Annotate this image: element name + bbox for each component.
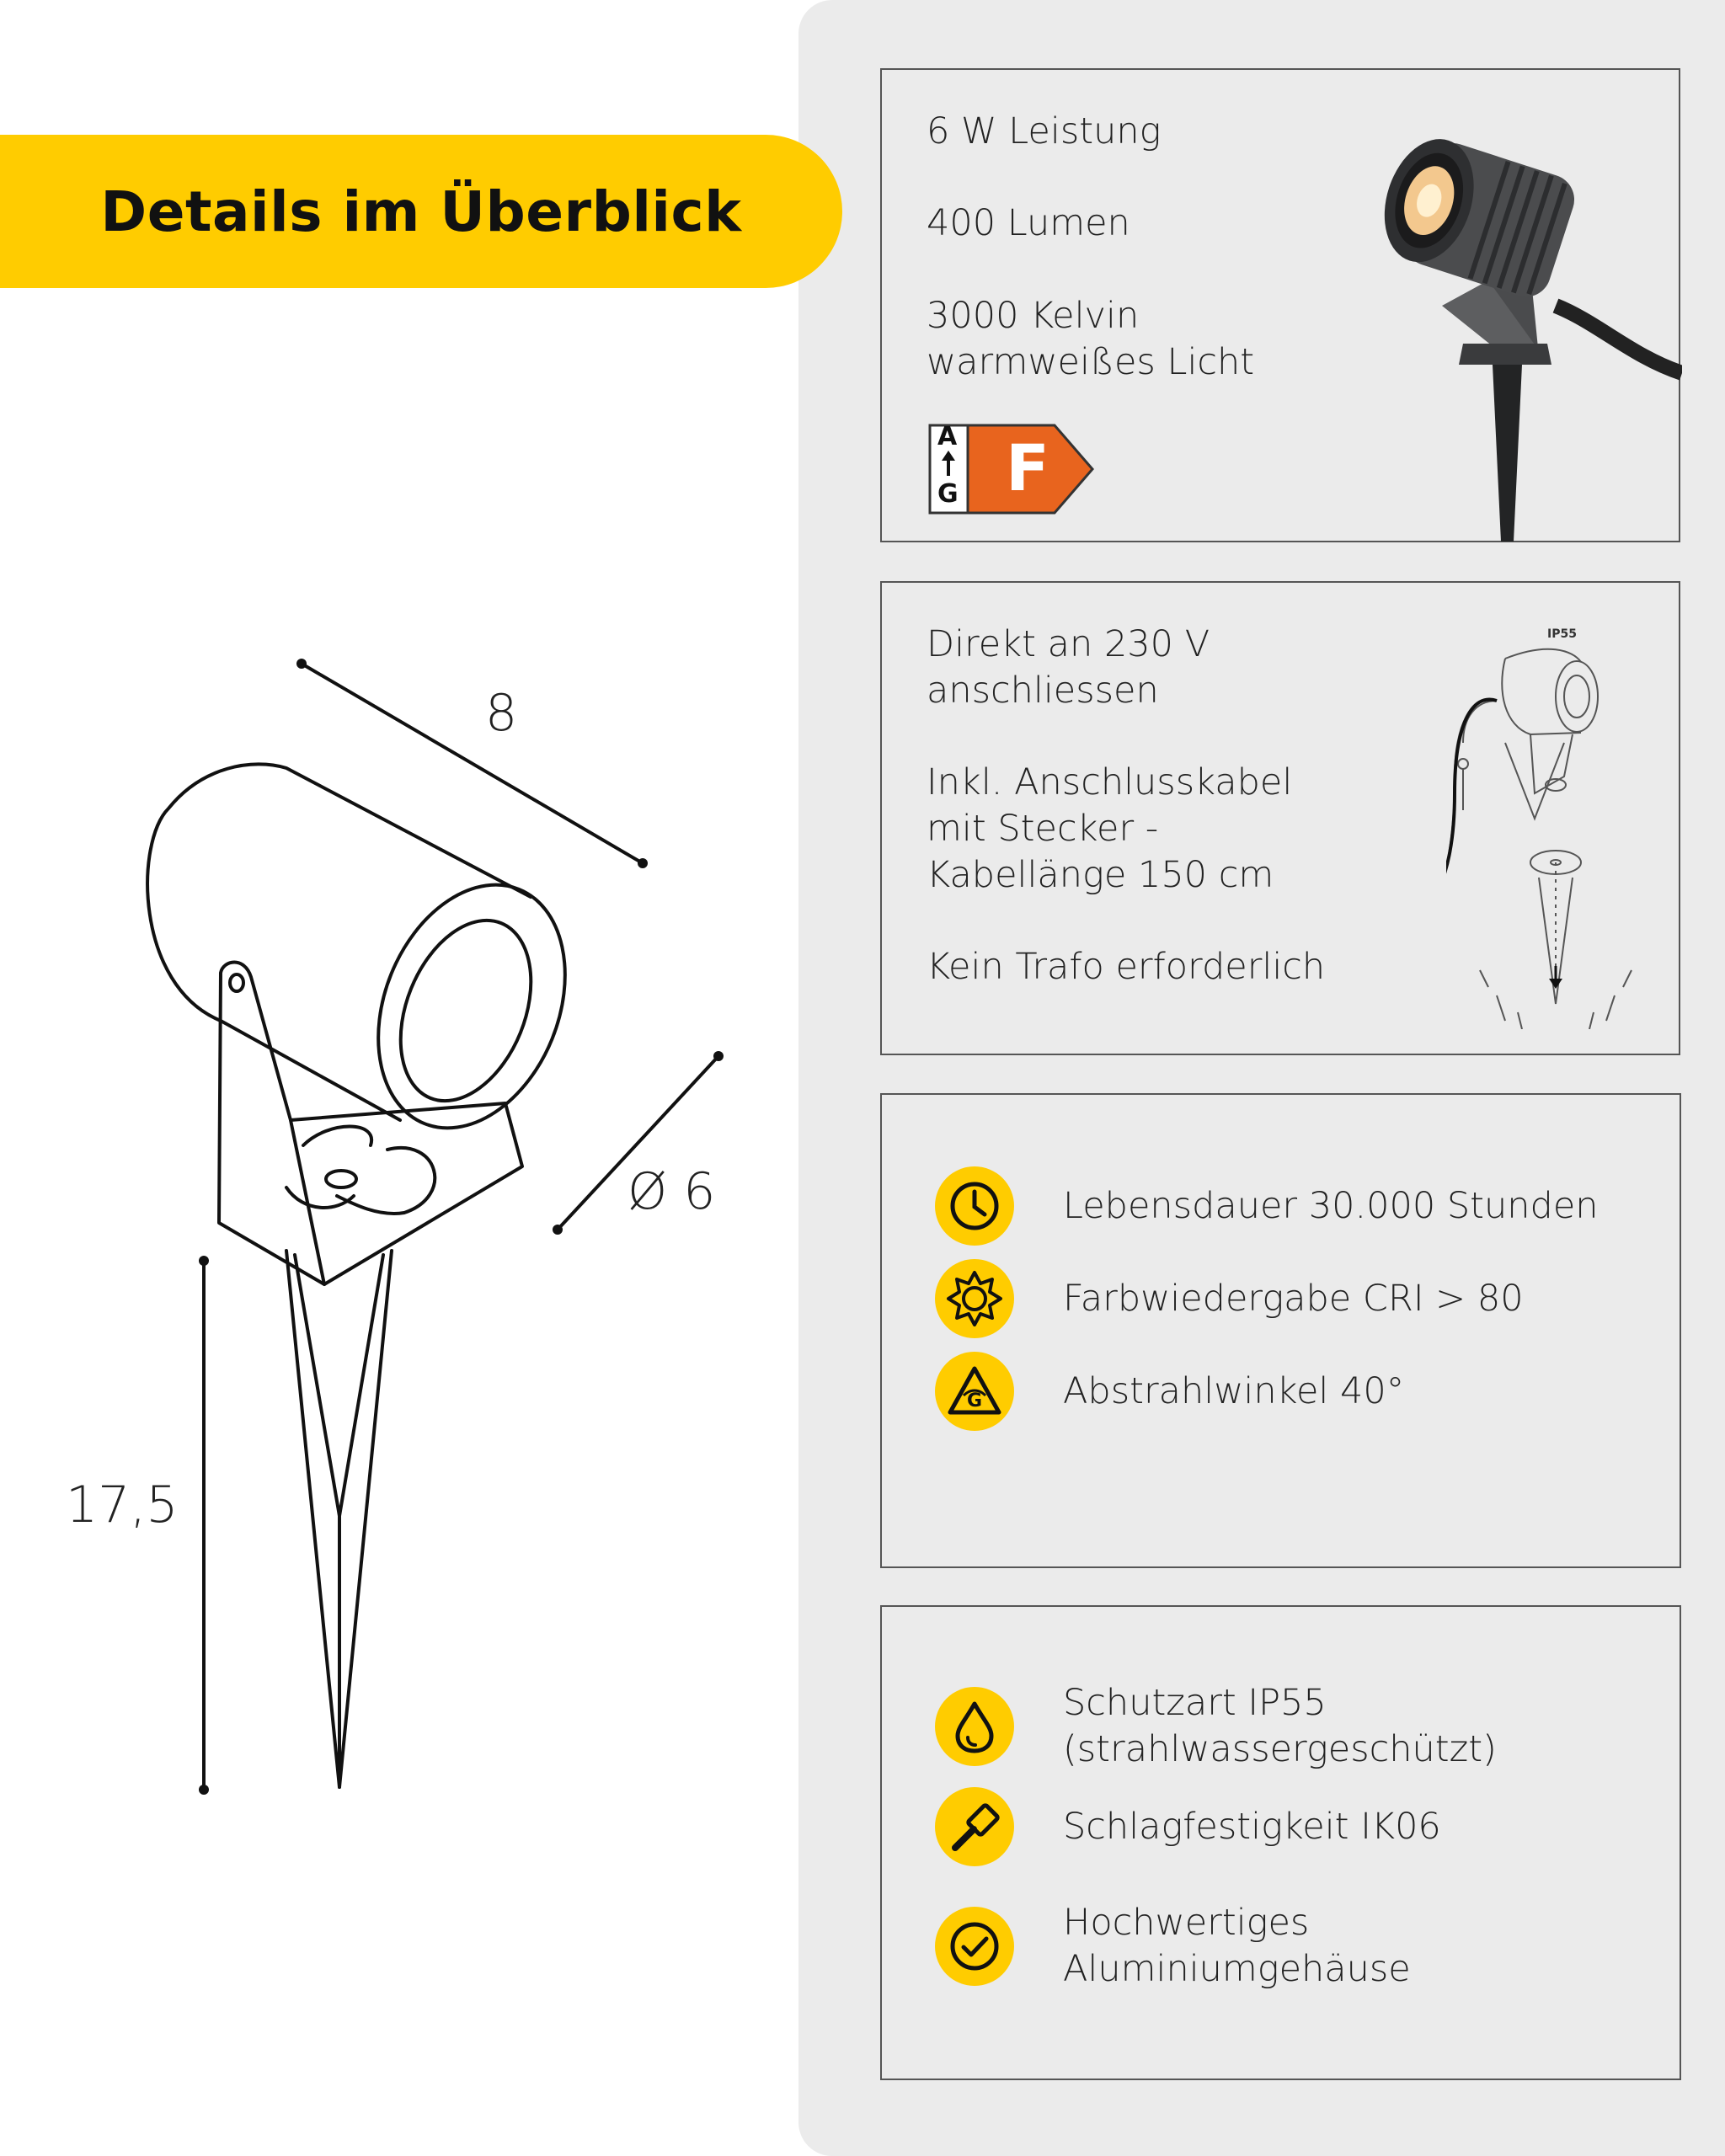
voltage-text-line1: Direkt an 230 V [927, 623, 1210, 665]
kelvin-text: 3000 Kelvin [927, 295, 1140, 337]
feature-housing [935, 1900, 1411, 1993]
energy-label [928, 424, 1097, 520]
feature-impact [935, 1787, 1441, 1866]
length-label: 8 [485, 684, 518, 743]
svg-text:G: G [966, 1390, 983, 1412]
cable-text-line1: Inkl. Anschlusskabel [927, 761, 1293, 803]
page-title: Details im Überblick [100, 179, 742, 244]
spotlight-product-image [1362, 104, 1682, 542]
cable-text-line2: mit Stecker - [927, 808, 1159, 850]
no-transformer-text: Kein Trafo erforderlich [927, 946, 1326, 988]
card-power [880, 68, 1680, 542]
ip-rating-text: Schutzart IP55 [1063, 1682, 1327, 1724]
diameter-label: Ø 6 [628, 1162, 716, 1221]
beam-angle-text: Abstrahlwinkel 40° [1063, 1369, 1405, 1412]
sun-icon [945, 1269, 1004, 1328]
check-icon [945, 1917, 1004, 1976]
voltage-text-line2: anschliessen [927, 670, 1159, 712]
beam-angle-icon [945, 1362, 1004, 1421]
feature-ip-rating [935, 1680, 1497, 1773]
dimension-drawing [0, 623, 792, 1819]
power-text: 6 W Leistung [927, 110, 1162, 152]
lumen-text: 400 Lumen [927, 202, 1130, 244]
installation-diagram [1446, 625, 1665, 1029]
energy-grade: F [1006, 430, 1049, 505]
feature-lifetime [935, 1166, 1599, 1246]
lifetime-text: Lebensdauer 30.000 Stunden [1063, 1184, 1599, 1227]
title-banner [0, 135, 842, 288]
feature-beam-angle [935, 1352, 1404, 1431]
water-drop-icon [945, 1697, 1004, 1756]
cri-text: Farbwiedergabe CRI > 80 [1063, 1277, 1524, 1320]
card-connection [880, 581, 1680, 1055]
energy-scale-bottom: G [937, 479, 959, 509]
impact-text: Schlagfestigkeit IK06 [1063, 1805, 1441, 1848]
card-protection-features [880, 1605, 1681, 2080]
height-label: 17,5 [66, 1476, 179, 1534]
housing-subtext: Aluminiumgehäuse [1063, 1948, 1411, 1990]
cable-text-line3: Kabellänge 150 cm [927, 854, 1274, 896]
ip55-label: IP55 [1547, 627, 1577, 641]
energy-scale-top: A [937, 422, 958, 451]
card-light-features [880, 1093, 1681, 1568]
feature-cri [935, 1259, 1524, 1338]
light-color-text: warmweißes Licht [927, 341, 1255, 383]
clock-icon [945, 1177, 1004, 1235]
ip-rating-subtext: (strahlwassergeschützt) [1063, 1728, 1497, 1770]
hammer-icon [945, 1797, 1004, 1856]
housing-text: Hochwertiges [1063, 1902, 1310, 1944]
